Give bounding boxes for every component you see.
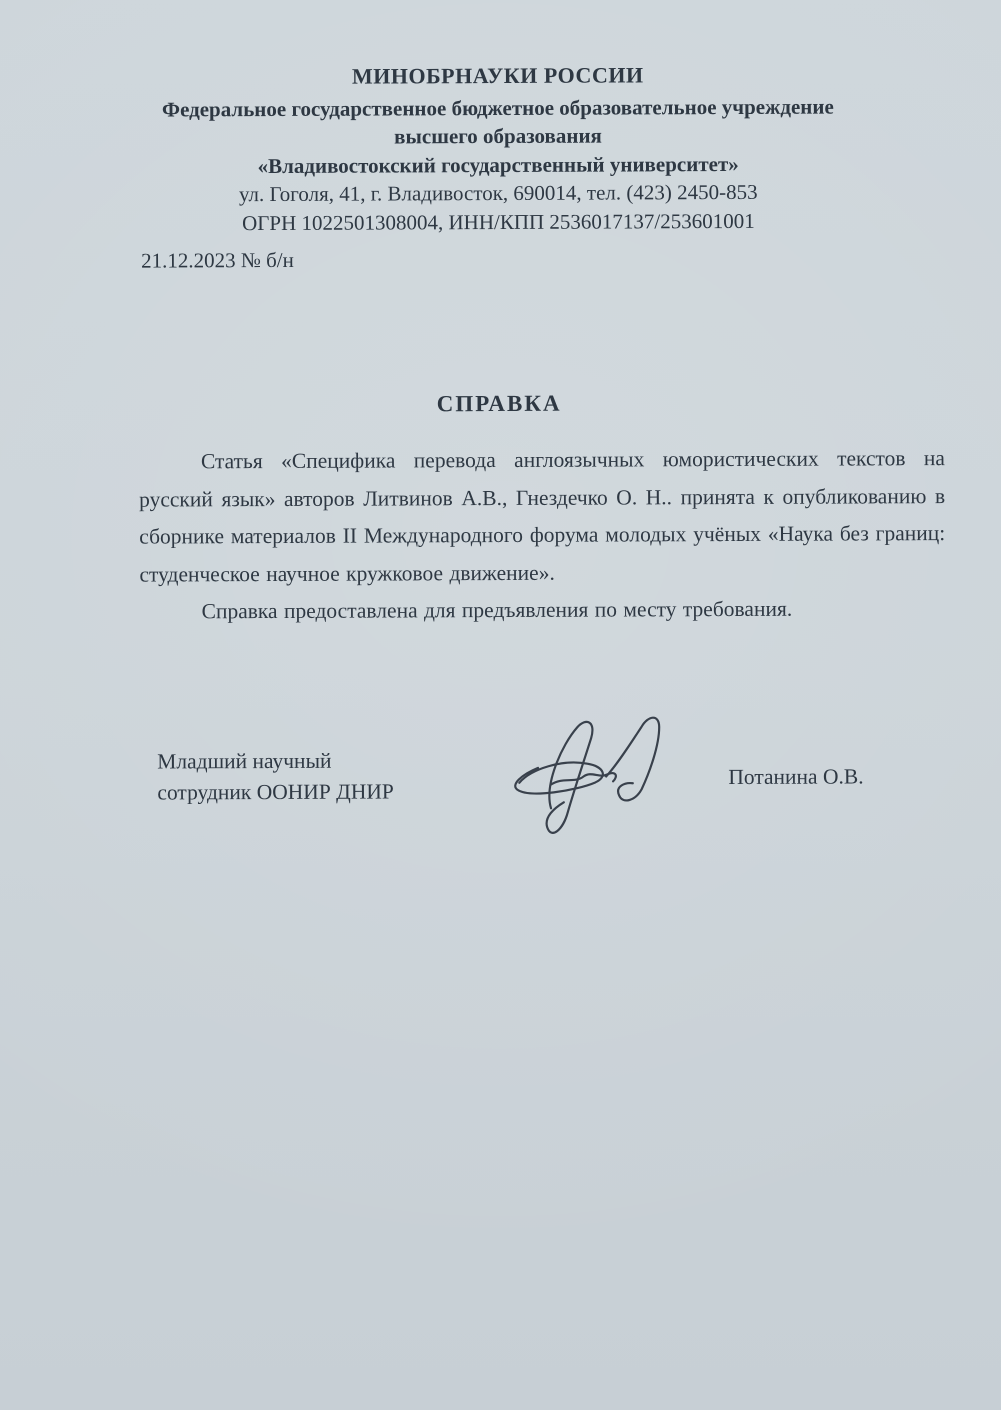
handwritten-signature-icon bbox=[493, 697, 692, 846]
institution-line-2: высшего образования bbox=[394, 123, 602, 149]
date-and-number: 21.12.2023 № б/н bbox=[141, 247, 294, 273]
signer-name: Потанина О.В. bbox=[728, 764, 864, 790]
institution-registration: ОГРН 1022501308004, ИНН/КПП 2536017137/253601001 bbox=[242, 208, 755, 235]
institution-name: «Владивостокский государственный университет» bbox=[257, 151, 739, 178]
signer-position-line-2: сотрудник ООНИР ДНИР bbox=[157, 779, 394, 805]
body-paragraph-1: Статья «Специфика перевода англоязычных юмористических текстов на русский язык» авторов Литвинов А.В., Гнездечко О. Н.. принята к опубликованию в сборнике материалов II Международного форума молодых учёных «Наука без границ: студенческое научное кружковое движение». bbox=[139, 446, 946, 587]
ministry-name: МИНОБРНАУКИ РОССИИ bbox=[351, 62, 644, 89]
body-paragraph-2: Справка предоставлена для предъявления по месту требования. bbox=[201, 596, 793, 624]
signer-position-line-1: Младший научный bbox=[157, 748, 332, 774]
signer-position bbox=[157, 745, 394, 808]
document-title: СПРАВКА bbox=[436, 390, 562, 417]
institution-line-1: Федеральное государственное бюджетное образовательное учреждение bbox=[161, 94, 834, 121]
document-body bbox=[139, 440, 946, 631]
institution-address: ул. Гоголя, 41, г. Владивосток, 690014, тел. (423) 2450-853 bbox=[238, 179, 758, 207]
letterhead bbox=[0, 60, 999, 238]
